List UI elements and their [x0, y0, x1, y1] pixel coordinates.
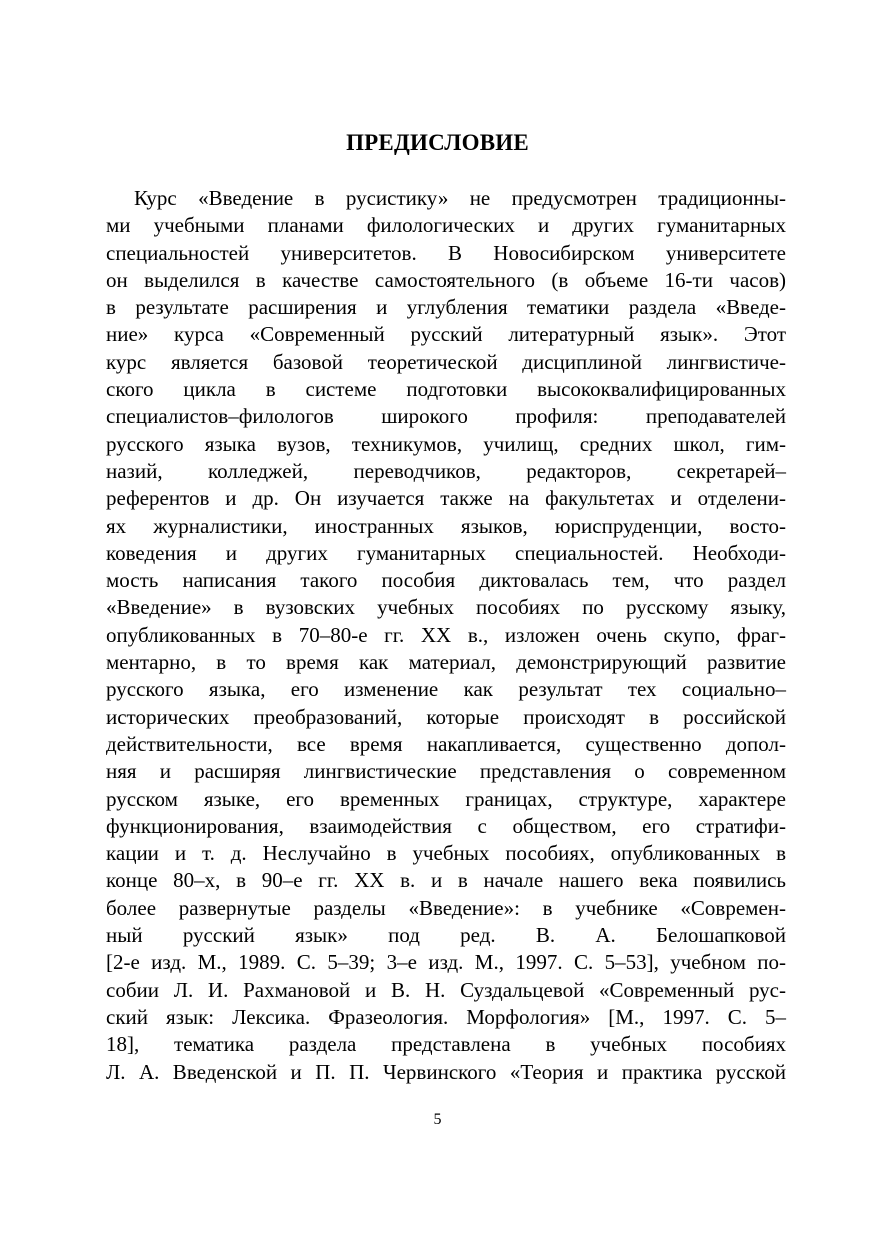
- text-line: «Введение» в вузовских учебных пособиях по русскому языку,: [106, 595, 786, 620]
- text-line: опубликованных в 70–80-е гг. XX в., изложен очень скупо, фраг-: [106, 622, 786, 647]
- text-line: исторических преобразований, которые происходят в российской: [106, 704, 786, 729]
- text-line: специалистов–филологов широкого профиля: преподавателей: [106, 404, 786, 429]
- text-line: ние» курса «Современный русский литературный язык». Этот: [106, 322, 786, 347]
- text-line: русского языка вузов, техникумов, училищ, средних школ, гим-: [106, 431, 786, 456]
- text-line: курс является базовой теоретической дисциплиной лингвистиче-: [106, 349, 786, 374]
- page-title: ПРЕДИСЛОВИЕ: [346, 130, 529, 155]
- text-line: кации и т. д. Неслучайно в учебных пособиях, опубликованных в: [106, 841, 786, 866]
- text-line: действительности, все время накапливается, существенно допол-: [106, 731, 786, 756]
- text-line: [2-е изд. М., 1989. С. 5–39; 3–е изд. М., 1997. С. 5–53], учебном по-: [106, 950, 786, 975]
- text-line: русского языка, его изменение как результат тех социально–: [106, 677, 786, 702]
- body-paragraph: [106, 185, 786, 1086]
- text-line: референтов и др. Он изучается также на факультетах и отделени-: [106, 486, 786, 511]
- text-line: ный русский язык» под ред. В. А. Белошапковой: [106, 923, 786, 948]
- text-line: более развернутые разделы «Введение»: в учебнике «Современ-: [106, 895, 786, 920]
- text-line: ский язык: Лексика. Фразеология. Морфология» [М., 1997. С. 5–: [106, 1004, 786, 1029]
- text-line: назий, колледжей, переводчиков, редакторов, секретарей–: [106, 458, 786, 483]
- text-line: специальностей университетов. В Новосибирском университете: [106, 240, 786, 265]
- text-line: он выделился в качестве самостоятельного (в объеме 16-ти часов): [106, 267, 786, 292]
- text-line: Л. А. Введенской и П. П. Червинского «Теория и практика русской: [106, 1059, 786, 1084]
- text-line: конце 80–х, в 90–е гг. XX в. и в начале нашего века появились: [106, 868, 786, 893]
- text-line: собии Л. И. Рахмановой и В. Н. Суздальцевой «Современный рус-: [106, 977, 786, 1002]
- text-line: Курс «Введение в русистику» не предусмотрен традиционны-: [134, 186, 786, 210]
- text-line: ского цикла в системе подготовки высококвалифицированных: [106, 377, 786, 402]
- text-line: в результате расширения и углубления тематики раздела «Введе-: [106, 295, 786, 320]
- text-line: ми учебными планами филологических и других гуманитарных: [106, 213, 786, 238]
- text-line: няя и расширяя лингвистические представления о современном: [106, 759, 786, 784]
- text-line: 18], тематика раздела представлена в учебных пособиях: [106, 1032, 786, 1057]
- text-line: функционирования, взаимодействия с обществом, его стратифи-: [106, 813, 786, 838]
- text-line: ях журналистики, иностранных языков, юриспруденции, восто-: [106, 513, 786, 538]
- page-number: 5: [433, 1111, 442, 1128]
- text-line: ментарно, в то время как материал, демонстрирующий развитие: [106, 650, 786, 675]
- text-line: коведения и других гуманитарных специальностей. Необходи-: [106, 540, 786, 565]
- text-line: русском языке, его временных границах, структуре, характере: [106, 786, 786, 811]
- text-line: мость написания такого пособия диктовалась тем, что раздел: [106, 568, 786, 593]
